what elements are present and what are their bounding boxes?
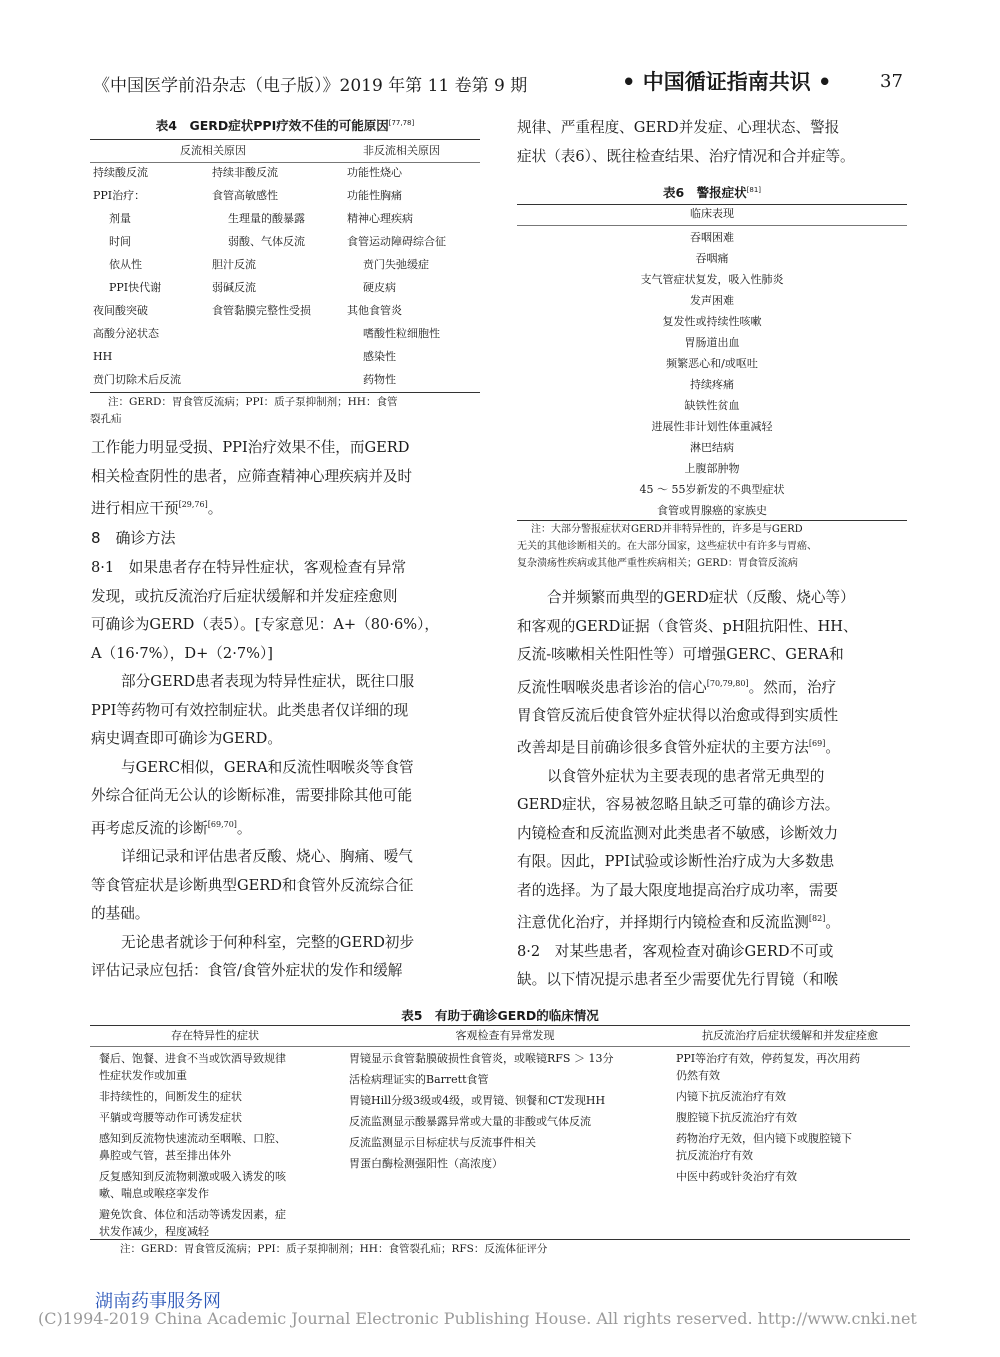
text-line: 者的选择。为了最大限度地提高治疗成功率，需要	[517, 881, 839, 899]
text-line: 缺。以下情况提示患者至少需要优先行胃镜（和喉	[517, 971, 839, 989]
right-column	[517, 584, 907, 995]
table-6-row: 胃肠道出血	[684, 336, 740, 349]
table-4-cell: PPI快代谢	[109, 281, 162, 294]
table-6-row: 吞咽困难	[690, 231, 734, 244]
table-5-cell: 活检病理证实的Barrett食管	[349, 1073, 489, 1086]
citation: [82]	[808, 914, 826, 924]
table-5-top-rule	[90, 1025, 910, 1026]
table-4-cell: 贲门失弛缓症	[363, 258, 429, 271]
table-5-cell: 反流监测显示目标症状与反流事件相关	[349, 1136, 536, 1149]
text-line: 相关检查阴性的患者，应筛查精神心理疾病并及时	[91, 467, 413, 485]
copyright-footer: (C)1994-2019 China Academic Journal Electronic Publishing House. All rights reserved. http://www.cnki.net	[38, 1309, 917, 1328]
citation: [69,70]	[207, 819, 237, 829]
table-5-cell: 反复感知到反流物刺激或吸入诱发的咳	[99, 1170, 286, 1183]
table-5-cell: 反流监测显示酸暴露异常或大量的非酸或气体反流	[349, 1115, 591, 1128]
table-4-cell: PPI治疗：	[93, 189, 146, 202]
table-5-header: 抗反流治疗后症状缓解和并发症痊愈	[702, 1029, 878, 1042]
text-line: 规律、严重程度、GERD并发症、心理状态、警报	[517, 119, 840, 136]
table-4-cell: 功能性烧心	[347, 166, 402, 179]
text-line: 与GERC相似，GERA和反流性咽喉炎等食管	[121, 758, 414, 776]
table-4-cell: 食管运动障碍综合征	[347, 235, 446, 248]
table-4-cell: 胆汁反流	[212, 258, 256, 271]
text-line: 反流性咽喉炎患者诊治的信心[70,79,80]。然而，治疗	[517, 678, 837, 696]
table-4-cell: 夜间酸突破	[93, 304, 148, 317]
table-5-cell: 避免饮食、体位和活动等诱发因素，症	[99, 1208, 286, 1221]
table-5-cell: 胃镜显示食管黏膜破损性食管炎，或喉镜RFS ＞ 13分	[349, 1052, 614, 1065]
table-5-col-1	[99, 1050, 344, 1240]
table-6-note-line: 无关的其他诊断相关的。在大部分国家，这些症状中有许多与胃癌、	[517, 541, 817, 552]
table-5-cell: 腹腔镜下抗反流治疗有效	[676, 1111, 797, 1124]
table-4-cell: 药物性	[363, 373, 396, 386]
table-5-cell: 平躺或弯腰等动作可诱发症状	[99, 1111, 242, 1124]
table-4-cell: HH	[93, 350, 113, 363]
table-6-header: 临床表现	[690, 207, 734, 220]
table-4-cell: 时间	[109, 235, 131, 248]
citation: [69]	[808, 739, 826, 749]
text-line: 发现，或抗反流治疗后症状缓解和并发症痊愈则	[91, 587, 398, 605]
text-line: 外综合征尚无公认的诊断标准，需要排除其他可能	[91, 787, 413, 805]
left-column	[91, 434, 481, 986]
table-4-cell: 食管高敏感性	[212, 189, 278, 202]
table-5-note: 注：GERD：胃食管反流病；PPI：质子泵抑制剂；HH：食管裂孔疝；RFS：反流体征评分	[120, 1243, 548, 1255]
table-6-row: 上腹部肿物	[684, 462, 740, 475]
table-6-note-line: 复杂溃疡性疾病或其他严重性疾病相关；GERD：胃食管反流病	[517, 558, 798, 569]
text-line: 部分GERD患者表现为特异性症状，既往口服	[121, 673, 415, 691]
table-5-cell: 非持续性的，间断发生的症状	[99, 1090, 242, 1103]
table-5-cell: 感知到反流物快速流动至咽喉、口腔、	[99, 1132, 286, 1145]
table-5-cell: 胃蛋白酶检测强阳性（高浓度）	[349, 1157, 503, 1170]
text-line: 8·1 如果患者存在特异性症状，客观检查有异常	[91, 559, 407, 577]
table-5-cell: 餐后、饱餐、进食不当或饮酒导致规律	[99, 1052, 286, 1065]
table-5-cell: 药物治疗无效，但内镜下或腹腔镜下	[676, 1132, 852, 1145]
table-4-header-reflux: 反流相关原因	[180, 144, 246, 157]
table-4-cell: 功能性胸痛	[347, 189, 402, 202]
text-line: 内镜检查和反流监测对此类患者不敏感，诊断效力	[517, 824, 839, 842]
table-5-cell: PPI等治疗有效，停药复发，再次用药	[676, 1052, 861, 1065]
table-6-note	[517, 521, 907, 572]
table-5-header: 客观检查有异常发现	[455, 1029, 555, 1042]
table-4-cell: 生理量的酸暴露	[228, 212, 305, 225]
text-line: 症状（表6）、既往检查结果、治疗情况和合并症等。	[517, 147, 855, 165]
table-5-header-rule	[90, 1046, 910, 1047]
table-4-cell: 弱酸、气体反流	[228, 235, 305, 248]
table-5-header: 存在特异性的症状	[171, 1029, 259, 1042]
text-line: 注意优化治疗，并择期行内镜检查和反流监测[82]。	[517, 914, 840, 932]
text-line: 和客观的GERD证据（食管炎、pH阻抗阳性、HH、	[517, 617, 858, 635]
text-line: 病史调查即可确诊为GERD。	[91, 730, 282, 748]
table-5-cell: 仍然有效	[676, 1069, 720, 1082]
table-6-title: 表6 警报症状[81]	[662, 185, 762, 200]
table-4-cell: 精神心理疾病	[347, 212, 413, 225]
table-5-title: 表5 有助于确诊GERD的临床情况	[401, 1008, 599, 1023]
table-4-cell: 食管黏膜完整性受损	[212, 304, 311, 317]
text-line: 再考虑反流的诊断[69,70]。	[91, 819, 252, 837]
text-line: 详细记录和评估患者反酸、烧心、胸痛、嗳气	[121, 848, 413, 866]
table-6-body	[517, 227, 907, 521]
section-heading-8: 8 确诊方法	[91, 529, 176, 548]
table-4-title: 表4 GERD症状PPI疗效不佳的可能原因[77,78]	[155, 118, 415, 133]
table-5-cell: 中医中药或针灸治疗有效	[676, 1170, 797, 1183]
text-line: 反流-咳嗽相关性阳性等）可增强GERC、GERA和	[517, 646, 844, 663]
table-6-row: 食管或胃腺癌的家族史	[657, 504, 767, 517]
table-5-cell: 性症状发作或加重	[99, 1069, 187, 1082]
text-line: 改善却是目前确诊很多食管外症状的主要方法[69]。	[517, 739, 840, 757]
section-header: • 中国循证指南共识 •	[622, 70, 832, 94]
table-6-row: 淋巴结病	[690, 441, 734, 454]
table-6-row: 45 ～ 55岁新发的不典型症状	[639, 483, 785, 496]
text-line: 可确诊为GERD（表5）。[专家意见：A+（80·6%），	[91, 616, 440, 634]
table-5-cell: 鼻腔或气管，甚至排出体外	[99, 1149, 231, 1162]
right-column-top	[517, 114, 907, 171]
text-line: 无论患者就诊于何种科室，完整的GERD初步	[121, 933, 415, 951]
table-5-cell: 嗽、喘息或喉痉挛发作	[99, 1187, 209, 1200]
text-line: 有限。因此，PPI试验或诊断性治疗成为大多数患	[517, 853, 835, 871]
table-5-cell: 内镜下抗反流治疗有效	[676, 1090, 786, 1103]
table-5-cell: 抗反流治疗有效	[676, 1149, 753, 1162]
table-6-row: 频繁恶心和/或呕吐	[666, 357, 758, 370]
watermark: 湖南药事服务网	[95, 1291, 221, 1312]
table-4-cell: 贲门切除术后反流	[93, 373, 181, 386]
text-line: 8·2 对某些患者，客观检查对确诊GERD不可或	[517, 942, 834, 960]
text-line: 工作能力明显受损、PPI治疗效果不佳，而GERD	[91, 439, 410, 456]
citation: [70,79,80]	[706, 678, 749, 688]
table-5-cell: 胃镜Hill分级3级或4级，或胃镜、钡餐和CT发现HH	[349, 1094, 606, 1107]
table-5-col-2	[349, 1050, 669, 1172]
table-4-bottom-rule	[90, 392, 480, 393]
table-6-note-line: 注：大部分警报症状对GERD并非特异性的，许多是与GERD	[531, 524, 803, 535]
table-6-row: 持续疼痛	[690, 378, 734, 391]
table-4-cell: 嗜酸性粒细胞性	[363, 327, 440, 340]
table-6-row: 吞咽痛	[695, 252, 729, 265]
table-4-cell: 剂量	[109, 212, 131, 225]
table-6-row: 进展性非计划性体重减轻	[651, 420, 773, 433]
table-4-note-line: 注：GERD：胃食管反流病；PPI：质子泵抑制剂；HH：食管	[108, 396, 398, 408]
text-line: 评估记录应包括：食管/食管外症状的发作和缓解	[91, 962, 403, 980]
table-6-top-rule	[517, 204, 907, 205]
table-4-cell: 硬皮病	[363, 281, 396, 294]
table-4-note	[108, 394, 482, 411]
table-4-cell: 其他食管炎	[347, 304, 402, 317]
text-line: A（16·7%），D+（2·7%）]	[91, 644, 273, 662]
table-5-cell: 状发作减少，程度减轻	[99, 1225, 209, 1238]
text-line: 以食管外症状为主要表现的患者常无典型的	[547, 767, 825, 785]
table-5-bottom-rule	[90, 1239, 910, 1240]
text-line: 进行相应干预[29,76]。	[91, 499, 223, 517]
table-5-col-3	[676, 1050, 910, 1185]
journal-header: 《中国医学前沿杂志（电子版）》2019 年第 11 卷第 9 期	[93, 76, 528, 96]
table-4-cell: 持续酸反流	[93, 166, 148, 179]
page-number: 37	[880, 71, 903, 92]
table-6-row: 缺铁性贫血	[684, 399, 740, 412]
table-4-cell: 感染性	[363, 350, 396, 363]
text-line: GERD症状，容易被忽略且缺乏可靠的确诊方法。	[517, 796, 840, 814]
table-6-row: 发声困难	[690, 294, 734, 307]
citation: [29,76]	[178, 500, 208, 509]
table-4-header-rule	[90, 162, 480, 163]
table-6-row: 支气管症状复发，吸入性肺炎	[640, 273, 784, 286]
table-4-header-nonreflux: 非反流相关原因	[363, 144, 440, 157]
text-line: 等食管症状是诊断典型GERD和食管外反流综合征	[91, 876, 414, 894]
table-4-cell: 持续非酸反流	[212, 166, 278, 179]
table-4-note-line: 裂孔疝	[90, 413, 122, 425]
text-line: PPI等药物可有效控制症状。此类患者仅详细的现	[91, 701, 409, 719]
text-line: 胃食管反流后使食管外症状得以治愈或得到实质性	[517, 706, 839, 724]
table-6-header-rule	[517, 225, 907, 226]
text-line: 合并频繁而典型的GERD症状（反酸、烧心等）	[547, 589, 855, 606]
table-4-cell: 依从性	[109, 258, 142, 271]
table-4-top-rule	[90, 139, 480, 140]
table-4	[90, 116, 480, 134]
table-6-row: 复发性或持续性咳嗽	[662, 315, 762, 328]
table-4-cell: 弱碱反流	[212, 281, 256, 294]
table-4-cell: 高酸分泌状态	[93, 327, 159, 340]
text-line: 的基础。	[91, 905, 150, 923]
